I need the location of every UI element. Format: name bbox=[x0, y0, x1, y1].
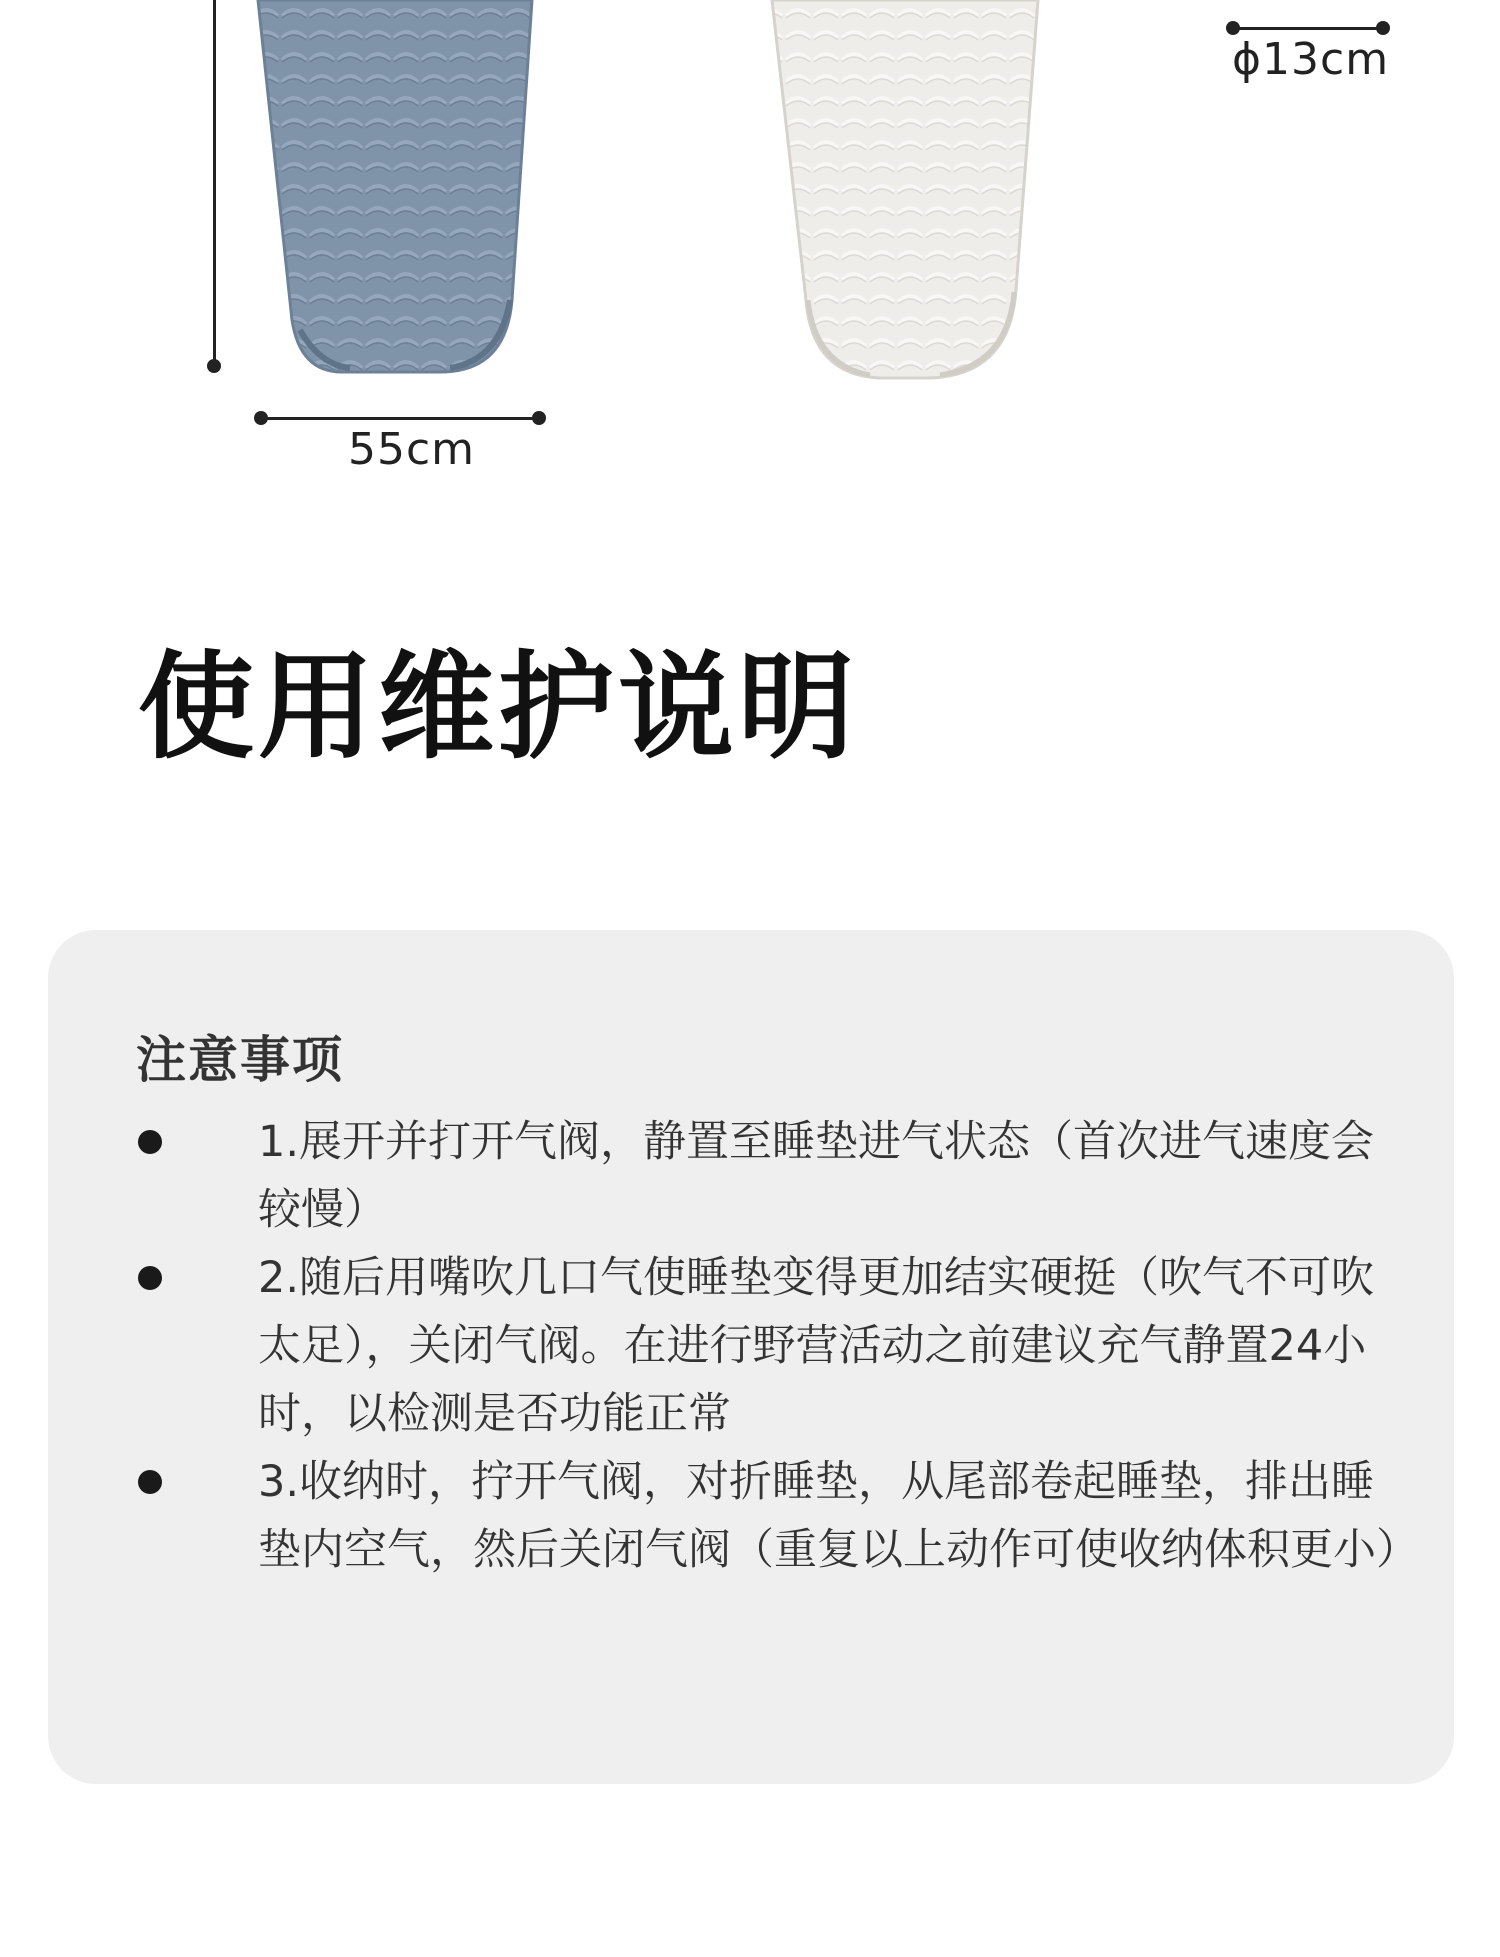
notes-card bbox=[48, 930, 1454, 1784]
bullet-icon bbox=[138, 1470, 162, 1494]
width-dimension-end bbox=[532, 411, 546, 425]
diameter-dimension-end bbox=[1376, 21, 1390, 35]
list-item bbox=[136, 1108, 1416, 1244]
list-item bbox=[136, 1448, 1419, 1584]
blue-pad bbox=[258, 0, 532, 372]
diameter-dimension-line bbox=[1234, 27, 1384, 30]
width-dimension-start bbox=[254, 411, 268, 425]
note-text: 1.展开并打开气阀，静置至睡垫进气状态（首次进气速度会较慢） bbox=[258, 1117, 1375, 1235]
length-dimension-end bbox=[207, 359, 221, 373]
note-text: 2.随后用嘴吹几口气使睡垫变得更加结实硬挺（吹气不可吹太足），关闭气阀。在进行野营活动之前建议充气静置24小时，以检测是否功能正常 bbox=[258, 1253, 1375, 1439]
bullet-icon bbox=[138, 1130, 162, 1154]
diameter-label: ϕ13cm bbox=[1232, 34, 1390, 85]
length-dimension-line bbox=[213, 0, 216, 366]
notes-list bbox=[136, 1108, 1419, 1584]
width-label: 55cm bbox=[348, 424, 476, 475]
diameter-dimension-start bbox=[1226, 21, 1240, 35]
width-dimension-line bbox=[262, 417, 538, 420]
product-dimension-figure bbox=[0, 0, 1500, 500]
list-item bbox=[136, 1244, 1416, 1448]
bullet-icon bbox=[138, 1266, 162, 1290]
note-text: 3.收纳时，拧开气阀，对折睡垫，从尾部卷起睡垫，排出睡垫内空气，然后关闭气阀（重复以上动作可使收纳体积更小） bbox=[258, 1457, 1419, 1575]
notes-heading: 注意事项 bbox=[136, 1031, 344, 1089]
page-title: 使用维护说明 bbox=[138, 640, 858, 775]
